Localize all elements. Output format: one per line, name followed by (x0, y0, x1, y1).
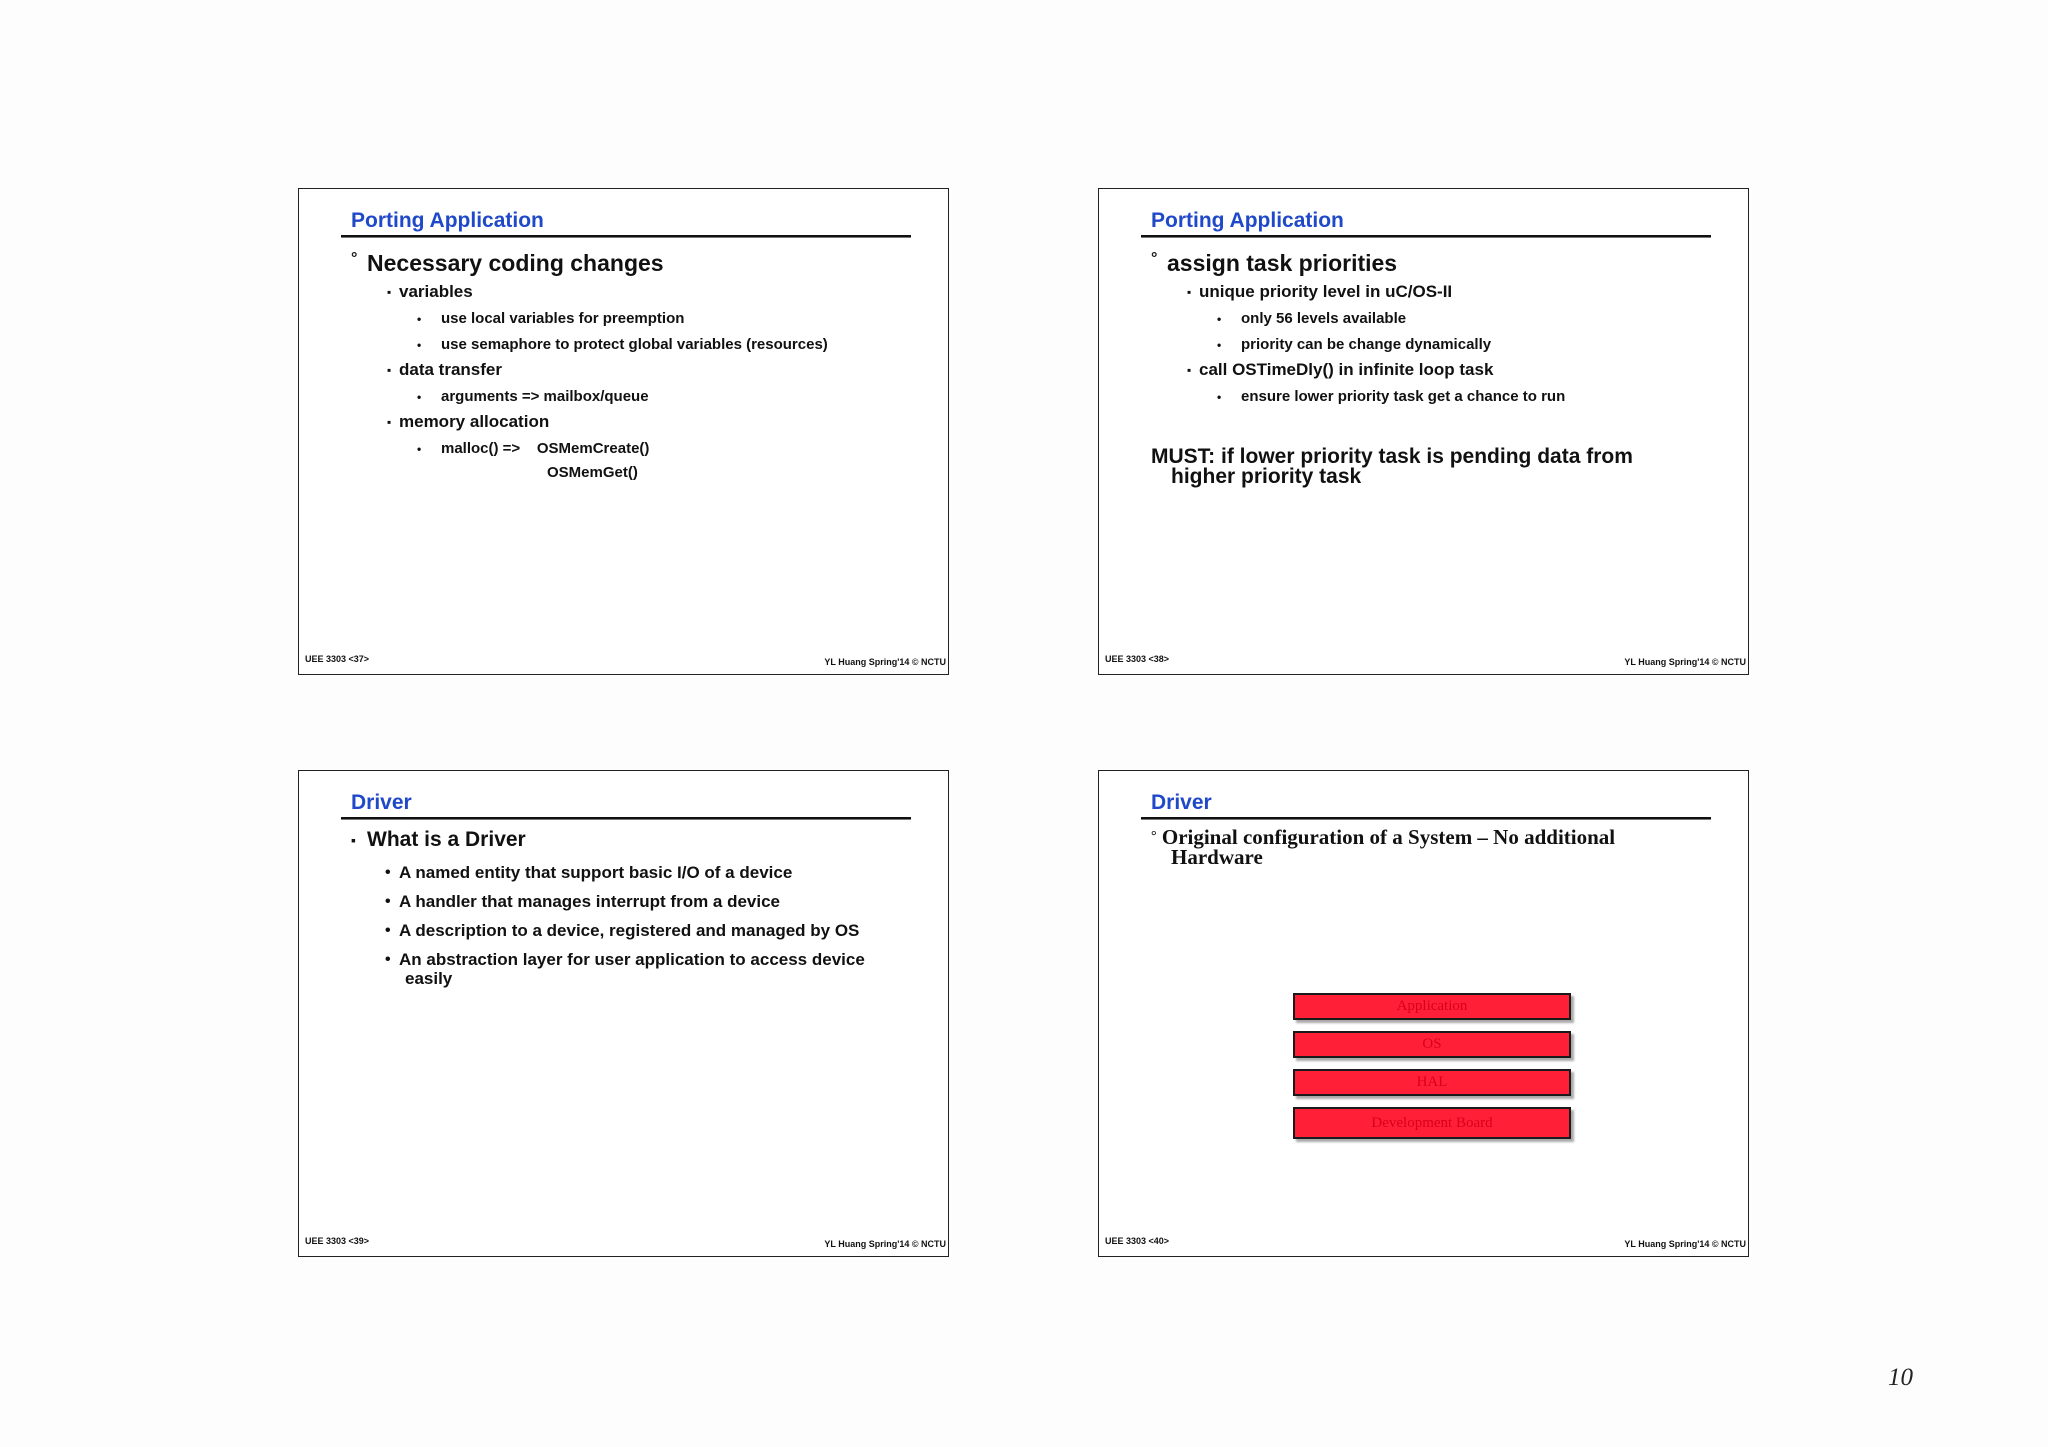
section-data-transfer (351, 359, 931, 381)
item-text: priority can be change dynamically (1241, 336, 1492, 353)
degree-bullet-icon: ° (351, 250, 358, 267)
heading-bullet (351, 249, 931, 277)
list-item (1151, 309, 1731, 329)
item-text: use semaphore to protect global variables (resources) (441, 336, 828, 353)
heading-text: Necessary coding changes (367, 250, 664, 276)
heading-continuation: Hardware (1171, 845, 1263, 869)
title-underline (1141, 235, 1711, 238)
dot-bullet-icon: • (385, 893, 391, 910)
slide-content (351, 827, 931, 988)
list-item (1151, 335, 1731, 355)
slide-40 (1098, 770, 1749, 1257)
section-label: unique priority level in uC/OS-II (1199, 282, 1453, 301)
slide-title: Porting Application (1151, 209, 1344, 232)
item-text: OSMemGet() (547, 464, 638, 481)
slide-title: Driver (351, 791, 412, 814)
layer-application: Application (1293, 993, 1571, 1020)
slide-number: UEE 3303 <39> (305, 1236, 370, 1246)
section-priority-level (1151, 281, 1731, 303)
square-bullet-icon: ▪ (1187, 363, 1192, 377)
item-text: An abstraction layer for user application to access device (399, 950, 865, 969)
slide-38 (1098, 188, 1749, 675)
square-bullet-icon: ▪ (1187, 285, 1192, 299)
degree-bullet-icon: ° (1151, 250, 1158, 267)
item-text: A named entity that support basic I/O of a device (399, 863, 793, 882)
title-underline (341, 235, 911, 238)
dot-bullet-icon: • (385, 951, 391, 968)
slide-39 (298, 770, 949, 1257)
copyright: YL Huang Spring'14 © NCTU (824, 1239, 946, 1249)
layer-hal: HAL (1293, 1069, 1571, 1096)
heading-text: What is a Driver (367, 828, 526, 851)
item-continuation: easily (405, 969, 453, 988)
list-item (351, 335, 931, 355)
list-item (351, 863, 931, 882)
heading-text: Original configuration of a System – No additional (1161, 825, 1616, 849)
square-bullet-icon: ▪ (351, 832, 356, 848)
dot-bullet-icon: • (1217, 312, 1222, 326)
item-text: only 56 levels available (1241, 310, 1407, 327)
list-item-continuation (351, 463, 931, 483)
heading-text: assign task priorities (1167, 250, 1398, 276)
slide-title: Porting Application (351, 209, 544, 232)
title-underline (1141, 817, 1711, 820)
section-ostimedly (1151, 359, 1731, 381)
list-item (351, 921, 931, 940)
section-label: data transfer (399, 360, 502, 379)
item-text: ensure lower priority task get a chance to run (1241, 388, 1566, 405)
dot-bullet-icon: • (417, 338, 422, 352)
dot-bullet-icon: • (1217, 390, 1222, 404)
dot-bullet-icon: • (1217, 338, 1222, 352)
item-text: A handler that manages interrupt from a device (399, 892, 781, 911)
list-item (351, 309, 931, 329)
layer-development-board: Development Board (1293, 1107, 1571, 1139)
page-number: 10 (1888, 1364, 1913, 1391)
square-bullet-icon: ▪ (387, 285, 392, 299)
copyright: YL Huang Spring'14 © NCTU (824, 657, 946, 667)
copyright: YL Huang Spring'14 © NCTU (1624, 657, 1746, 667)
slide-number: UEE 3303 <37> (305, 654, 370, 664)
item-text: malloc() => OSMemCreate() (441, 440, 650, 457)
item-text: A description to a device, registered and managed by OS (399, 921, 860, 940)
must-line: MUST: if lower priority task is pending data from (1151, 445, 1633, 468)
section-label: call OSTimeDly() in infinite loop task (1199, 360, 1494, 379)
slide-content (351, 247, 931, 483)
section-memory-allocation (351, 411, 931, 433)
heading-bullet (1151, 249, 1731, 277)
section-label: memory allocation (399, 412, 550, 431)
list-item (351, 439, 931, 459)
slide-title: Driver (1151, 791, 1212, 814)
item-text: arguments => mailbox/queue (441, 388, 649, 405)
list-item (351, 892, 931, 911)
square-bullet-icon: ▪ (387, 363, 392, 377)
heading-bullet (351, 827, 931, 853)
slide-content (1151, 247, 1731, 407)
must-line-continuation: higher priority task (1171, 465, 1362, 488)
section-label: variables (399, 282, 473, 301)
item-text: use local variables for preemption (441, 310, 685, 327)
square-bullet-icon: ▪ (387, 415, 392, 429)
heading-item (1151, 827, 1711, 867)
copyright: YL Huang Spring'14 © NCTU (1624, 1239, 1746, 1249)
degree-bullet-icon: ° (1151, 829, 1157, 844)
dot-bullet-icon: • (417, 390, 422, 404)
layer-os: OS (1293, 1031, 1571, 1058)
slide-number: UEE 3303 <38> (1105, 654, 1170, 664)
list-item (1151, 387, 1731, 407)
list-item (351, 387, 931, 407)
title-underline (341, 817, 911, 820)
slide-number: UEE 3303 <40> (1105, 1236, 1170, 1246)
dot-bullet-icon: • (417, 312, 422, 326)
list-item (351, 950, 931, 988)
dot-bullet-icon: • (385, 864, 391, 881)
dot-bullet-icon: • (417, 442, 422, 456)
must-note (1151, 447, 1711, 487)
slide-37 (298, 188, 949, 675)
section-variables (351, 281, 931, 303)
dot-bullet-icon: • (385, 922, 391, 939)
